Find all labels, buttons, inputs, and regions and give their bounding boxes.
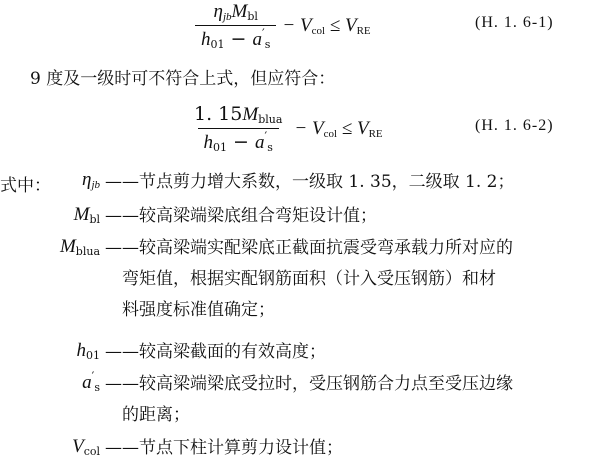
- fraction-numerator: $\eta_{jb}M_{bl}$: [213, 1, 258, 23]
- definition-v-col: ——节点下柱计算剪力设计值；: [105, 438, 343, 458]
- formula-h-1-6-1: [195, 0, 371, 51]
- definition-h-01: ——较高梁截面的有效高度；: [105, 342, 326, 362]
- definition-line: ——较高梁端梁底受拉时，受压钢筋合力点至受压边缘: [105, 374, 513, 394]
- definition-a-s: [105, 369, 595, 431]
- fraction: [195, 0, 276, 51]
- definition-line: ——较高梁端实配梁底正截面抗震受弯承载力所对应的: [105, 238, 513, 258]
- equation-number-1: (H. 1. 6-1): [475, 14, 554, 31]
- definition-line: 料强度标准值确定；: [122, 300, 275, 320]
- formula-rhs: − $V_{col} \le V_{RE}$: [294, 117, 383, 140]
- fraction: [188, 103, 288, 154]
- definition-m-bl: ——较高梁端梁底组合弯矩设计值；: [105, 206, 377, 226]
- symbol-a-s: $a'_s$: [82, 369, 100, 394]
- symbol-h-01: $h_{01}$: [76, 340, 100, 362]
- equation-number-2: (H. 1. 6-2): [475, 117, 554, 134]
- formula-h-1-6-2: [188, 103, 383, 154]
- where-label: 式中：: [0, 176, 51, 196]
- definition-line: 的距离；: [122, 405, 190, 425]
- symbol-eta-jb: $\eta_{jb}$: [82, 169, 100, 191]
- symbol-m-bl: $M_{bl}$: [73, 204, 100, 226]
- definition-m-blua: [105, 233, 595, 326]
- formula-rhs: − $V_{col} \le V_{RE}$: [282, 14, 371, 37]
- definition-line: 弯矩值，根据实配钢筋面积（计入受压钢筋）和材: [122, 269, 496, 289]
- fraction-denominator: $h_{01} - a'_s$: [198, 128, 279, 154]
- symbol-v-col: $V_{col}$: [72, 436, 100, 458]
- symbol-m-blua: $M_{blua}$: [59, 236, 100, 258]
- body-paragraph: 9 度及一级时可不符合上式，但应符合：: [30, 69, 336, 89]
- definition-eta-jb: ——节点剪力增大系数，一级取 1. 35，二级取 1. 2；: [105, 172, 515, 192]
- fraction-numerator: 1. $15M_{blua}$: [194, 103, 283, 126]
- fraction-denominator: $h_{01} - a'_s$: [195, 25, 276, 51]
